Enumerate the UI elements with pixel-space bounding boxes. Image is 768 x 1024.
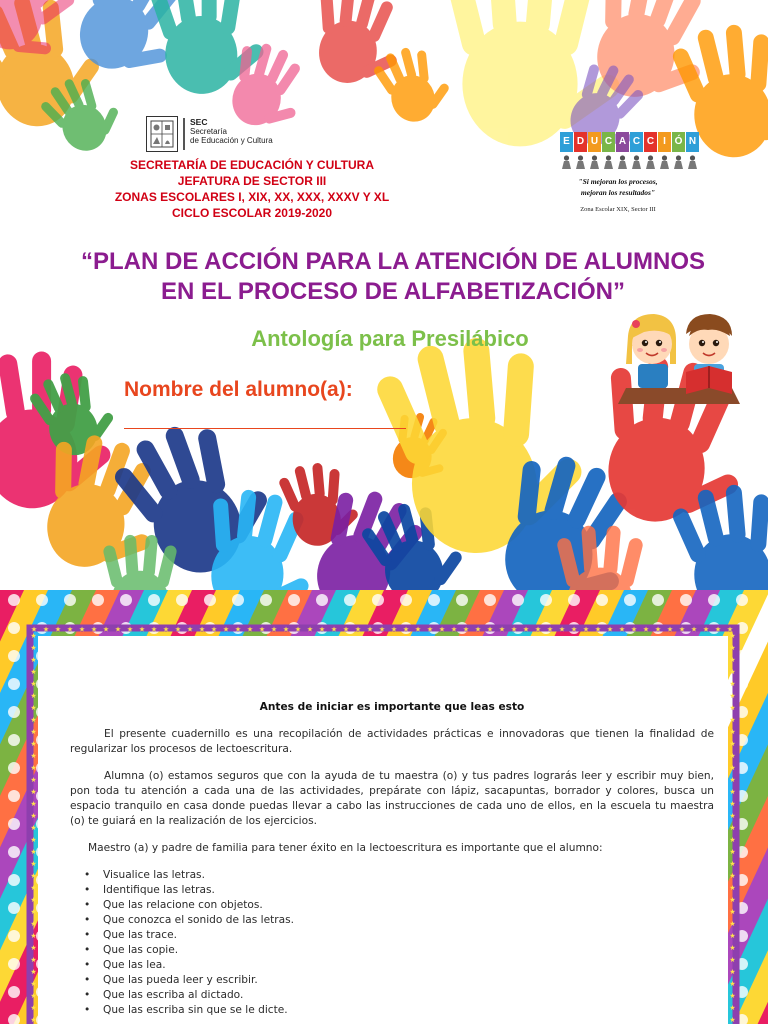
frame-dot <box>484 594 496 606</box>
frame-star: ★ <box>102 625 110 634</box>
educacion-letter: U <box>588 132 601 152</box>
frame-star: ★ <box>330 625 338 634</box>
frame-star: ★ <box>546 625 554 634</box>
list-item: • Que las escriba sin que se le dicte. <box>100 1003 714 1018</box>
frame-dot <box>8 986 20 998</box>
frame-star: ★ <box>318 625 326 634</box>
frame-star: ★ <box>726 625 734 634</box>
frame-dot <box>8 846 20 858</box>
frame-star: ★ <box>246 625 254 634</box>
frame-star: ★ <box>729 992 736 1000</box>
frame-star: ★ <box>729 776 736 784</box>
frame-dot <box>568 594 580 606</box>
frame-star: ★ <box>174 625 182 634</box>
list-item: • Que las pueda leer y escribir. <box>100 973 714 988</box>
frame-star: ★ <box>282 625 290 634</box>
frame-star: ★ <box>30 944 37 952</box>
frame-star: ★ <box>729 848 736 856</box>
educacion-letter: I <box>658 132 671 152</box>
frame-dot <box>624 594 636 606</box>
frame-dot <box>260 594 272 606</box>
frame-star: ★ <box>729 800 736 808</box>
instructions-heading: Antes de iniciar es importante que leas esto <box>259 701 525 713</box>
list-item: • Identifique las letras. <box>100 883 714 898</box>
educacion-logo <box>556 132 696 222</box>
frame-star: ★ <box>30 1016 37 1024</box>
frame-star: ★ <box>558 625 566 634</box>
frame-star: ★ <box>450 625 458 634</box>
frame-dot <box>64 594 76 606</box>
frame-star: ★ <box>186 625 194 634</box>
frame-star: ★ <box>90 625 98 634</box>
frame-dot <box>8 930 20 942</box>
frame-dot <box>8 818 20 830</box>
frame-dot <box>8 790 20 802</box>
frame-star: ★ <box>30 800 37 808</box>
frame-star: ★ <box>42 625 50 634</box>
frame-star: ★ <box>729 968 736 976</box>
frame-dot <box>456 594 468 606</box>
frame-dot <box>148 594 160 606</box>
frame-star: ★ <box>594 625 602 634</box>
educacion-letter: A <box>616 132 629 152</box>
frame-dot <box>344 594 356 606</box>
list-item: • Que conozca el sonido de las letras. <box>100 913 714 928</box>
frame-star: ★ <box>30 1004 37 1012</box>
frame-dot <box>8 650 20 662</box>
frame-dot <box>176 594 188 606</box>
paragraph-2: Alumna (o) estamos seguros que con la ayuda de tu maestra (o) y tus padres lograrás leer y escribir muy bien, pon toda tu atención a cada una de las actividades, prepárate con lápiz, sacapuntas, borrador y colores, busca un espacio tranquilo en casa donde puedas llevar a cabo las instrucciones de cada uno de ellos, en la escuela tu maestra (o) te guiará en la realización de los ejercicios. <box>70 770 714 827</box>
slogan-line-2: mejoran los resultados" <box>580 188 656 197</box>
educacion-letters <box>560 132 699 154</box>
educacion-letter: E <box>560 132 573 152</box>
frame-star: ★ <box>30 692 37 700</box>
frame-star: ★ <box>474 625 482 634</box>
frame-dot <box>372 594 384 606</box>
kid-figure-icon <box>644 154 657 168</box>
instructions-page <box>0 590 768 1024</box>
frame-star: ★ <box>729 740 736 748</box>
frame-star: ★ <box>30 836 37 844</box>
frame-star: ★ <box>729 860 736 868</box>
educacion-letter: N <box>686 132 699 152</box>
frame-dot <box>288 594 300 606</box>
frame-star: ★ <box>714 625 722 634</box>
frame-star: ★ <box>729 668 736 676</box>
frame-star: ★ <box>30 932 37 940</box>
frame-star: ★ <box>570 625 578 634</box>
frame-star: ★ <box>402 625 410 634</box>
frame-star: ★ <box>534 625 542 634</box>
frame-star: ★ <box>30 656 37 664</box>
frame-star: ★ <box>30 776 37 784</box>
frame-star: ★ <box>729 692 736 700</box>
frame-star: ★ <box>462 625 470 634</box>
kid-figure-icon <box>574 154 587 168</box>
frame-star: ★ <box>30 908 37 916</box>
educacion-letter: C <box>644 132 657 152</box>
institution-header <box>92 157 412 221</box>
frame-dot <box>120 594 132 606</box>
frame-dot <box>540 594 552 606</box>
frame-dot <box>36 594 48 606</box>
frame-star: ★ <box>30 860 37 868</box>
educacion-letter: C <box>602 132 615 152</box>
list-item: • Que las escriba al dictado. <box>100 988 714 1003</box>
frame-star: ★ <box>729 1016 736 1024</box>
frame-dot <box>400 594 412 606</box>
frame-star: ★ <box>30 848 37 856</box>
frame-dot <box>232 594 244 606</box>
header-line-3: ZONAS ESCOLARES I, XIX, XX, XXX, XXXV Y XL <box>114 190 390 204</box>
frame-star: ★ <box>729 980 736 988</box>
frame-star: ★ <box>729 704 736 712</box>
frame-star: ★ <box>210 625 218 634</box>
frame-dot <box>8 594 20 606</box>
frame-dot <box>652 594 664 606</box>
educacion-letter: D <box>574 132 587 152</box>
frame-star: ★ <box>342 625 350 634</box>
frame-star: ★ <box>30 728 37 736</box>
kid-figure-icon <box>602 154 615 168</box>
list-item: • Que las lea. <box>100 958 714 973</box>
frame-star: ★ <box>366 625 374 634</box>
frame-star: ★ <box>729 884 736 892</box>
frame-star: ★ <box>729 812 736 820</box>
sec-abbr: SEC <box>190 117 208 127</box>
student-name-line <box>124 428 406 429</box>
frame-star: ★ <box>30 812 37 820</box>
frame-star: ★ <box>30 716 37 724</box>
frame-dot <box>512 594 524 606</box>
frame-star: ★ <box>198 625 206 634</box>
frame-star: ★ <box>654 625 662 634</box>
frame-dot <box>8 762 20 774</box>
frame-star: ★ <box>30 752 37 760</box>
frame-star: ★ <box>114 625 122 634</box>
frame-star: ★ <box>30 920 37 928</box>
frame-star: ★ <box>30 824 37 832</box>
frame-star: ★ <box>729 944 736 952</box>
list-item: • Que las relacione con objetos. <box>100 898 714 913</box>
plan-title-line-2: EN EL PROCESO DE ALFABETIZACIÓN” <box>160 278 626 305</box>
frame-dot <box>8 706 20 718</box>
frame-star: ★ <box>510 625 518 634</box>
frame-star: ★ <box>729 788 736 796</box>
frame-star: ★ <box>30 668 37 676</box>
frame-star: ★ <box>729 1004 736 1012</box>
frame-star: ★ <box>666 625 674 634</box>
frame-dot <box>8 874 20 886</box>
frame-star: ★ <box>30 884 37 892</box>
list-item: • Que las trace. <box>100 928 714 943</box>
frame-star: ★ <box>138 625 146 634</box>
frame-star: ★ <box>30 625 38 634</box>
frame-dot <box>8 734 20 746</box>
frame-star: ★ <box>378 625 386 634</box>
plan-title-line-1: “PLAN DE ACCIÓN PARA LA ATENCIÓN DE ALUMNOS <box>81 248 705 275</box>
handprint-shape <box>369 37 458 130</box>
frame-star: ★ <box>30 764 37 772</box>
frame-star: ★ <box>729 824 736 832</box>
frame-star: ★ <box>702 625 710 634</box>
frame-star: ★ <box>729 956 736 964</box>
frame-star: ★ <box>729 896 736 904</box>
educacion-letter: Ó <box>672 132 685 152</box>
list-item: • Visualice las letras. <box>100 868 714 883</box>
frame-star: ★ <box>390 625 398 634</box>
frame-star: ★ <box>162 625 170 634</box>
frame-star: ★ <box>150 625 158 634</box>
frame-star: ★ <box>30 704 37 712</box>
frame-star: ★ <box>294 625 302 634</box>
educacion-zone: Zona Escolar XIX, Sector III <box>580 206 656 213</box>
frame-star: ★ <box>729 680 736 688</box>
frame-star: ★ <box>426 625 434 634</box>
frame-star: ★ <box>729 716 736 724</box>
educacion-kids-icon <box>560 154 699 170</box>
kid-figure-icon <box>560 154 573 168</box>
frame-star: ★ <box>486 625 494 634</box>
frame-star: ★ <box>30 896 37 904</box>
frame-star: ★ <box>30 968 37 976</box>
frame-star: ★ <box>690 625 698 634</box>
frame-star: ★ <box>678 625 686 634</box>
paragraph-1: El presente cuadernillo es una recopilación de actividades prácticas e innovadoras que tienen la finalidad de regularizar los procesos de lectoescritura. <box>70 728 714 755</box>
frame-star: ★ <box>522 625 530 634</box>
slogan-line-1: "Si mejoran los procesos, <box>578 177 658 186</box>
list-intro: Maestro (a) y padre de familia para tener éxito en la lectoescritura es importante que el alumno: <box>88 842 603 854</box>
kid-figure-icon <box>588 154 601 168</box>
frame-star: ★ <box>729 836 736 844</box>
frame-star: ★ <box>30 992 37 1000</box>
frame-dot <box>8 678 20 690</box>
header-line-4: CICLO ESCOLAR 2019-2020 <box>171 206 333 220</box>
sec-line1: Secretaría <box>190 127 227 136</box>
frame-star: ★ <box>618 625 626 634</box>
sec-line2: de Educación y Cultura <box>190 136 273 145</box>
sec-logo <box>146 116 286 152</box>
frame-dot <box>736 594 748 606</box>
frame-star: ★ <box>30 740 37 748</box>
frame-star: ★ <box>729 920 736 928</box>
frame-star: ★ <box>30 956 37 964</box>
frame-star: ★ <box>729 908 736 916</box>
frame-star: ★ <box>414 625 422 634</box>
frame-star: ★ <box>30 788 37 796</box>
frame-star: ★ <box>498 625 506 634</box>
frame-star: ★ <box>438 625 446 634</box>
frame-star: ★ <box>729 764 736 772</box>
state-emblem-icon <box>146 116 178 152</box>
frame-star: ★ <box>30 872 37 880</box>
frame-star: ★ <box>78 625 86 634</box>
frame-star: ★ <box>270 625 278 634</box>
frame-star: ★ <box>729 728 736 736</box>
frame-star: ★ <box>729 932 736 940</box>
student-name-label: Nombre del alumno(a): <box>124 378 353 401</box>
frame-star: ★ <box>729 656 736 664</box>
kid-figure-icon <box>672 154 685 168</box>
antologia-subtitle: Antología para Presilábico <box>251 326 529 351</box>
educacion-slogan <box>556 176 680 198</box>
kid-figure-icon <box>686 154 699 168</box>
frame-dot <box>92 594 104 606</box>
frame-dot <box>596 594 608 606</box>
frame-star: ★ <box>234 625 242 634</box>
frame-star: ★ <box>630 625 638 634</box>
logo-divider <box>183 118 185 150</box>
instructions-content <box>70 700 714 1018</box>
frame-star: ★ <box>606 625 614 634</box>
frame-dot <box>428 594 440 606</box>
frame-star: ★ <box>54 625 62 634</box>
frame-dot <box>8 902 20 914</box>
frame-star: ★ <box>582 625 590 634</box>
frame-star: ★ <box>729 632 736 640</box>
frame-star: ★ <box>222 625 230 634</box>
skills-list <box>70 868 714 1018</box>
header-line-2: JEFATURA DE SECTOR III <box>177 174 327 188</box>
frame-star: ★ <box>729 644 736 652</box>
frame-star: ★ <box>126 625 134 634</box>
educacion-letter: C <box>630 132 643 152</box>
frame-dot <box>680 594 692 606</box>
frame-star: ★ <box>642 625 650 634</box>
frame-star: ★ <box>354 625 362 634</box>
frame-star: ★ <box>30 644 37 652</box>
frame-star: ★ <box>30 980 37 988</box>
frame-star: ★ <box>66 625 74 634</box>
frame-dot <box>204 594 216 606</box>
frame-star: ★ <box>306 625 314 634</box>
reading-kids-illustration <box>614 306 744 408</box>
kid-figure-icon <box>616 154 629 168</box>
plan-title <box>48 247 738 307</box>
frame-star: ★ <box>729 872 736 880</box>
kid-figure-icon <box>658 154 671 168</box>
frame-star: ★ <box>30 632 37 640</box>
frame-star: ★ <box>258 625 266 634</box>
frame-dot <box>8 622 20 634</box>
header-line-1: SECRETARÍA DE EDUCACIÓN Y CULTURA <box>129 158 374 172</box>
list-item: • Que las copie. <box>100 943 714 958</box>
frame-dot <box>8 958 20 970</box>
frame-dot <box>708 594 720 606</box>
frame-dot <box>316 594 328 606</box>
frame-star: ★ <box>30 680 37 688</box>
sec-logo-text <box>190 118 273 145</box>
kid-figure-icon <box>630 154 643 168</box>
frame-star: ★ <box>729 752 736 760</box>
